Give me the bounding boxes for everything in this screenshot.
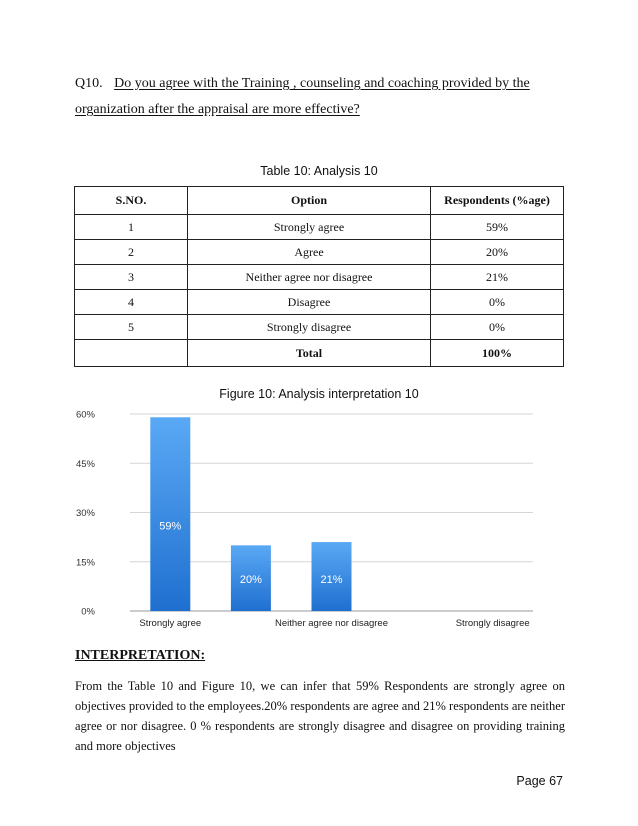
bar <box>150 417 190 611</box>
cell-option: Strongly agree <box>188 215 431 240</box>
y-tick-label: 15% <box>75 557 95 569</box>
question <box>75 71 565 123</box>
figure-caption: Figure 10: Analysis interpretation 10 <box>219 387 419 401</box>
cell-respondents: 59% <box>431 215 564 240</box>
cell-sno: 1 <box>75 215 188 240</box>
bar-value-label: 20% <box>239 574 262 586</box>
interpretation-text: From the Table 10 and Figure 10, we can infer that 59% Respondents are strongly agree on objectives provided to the employees.20% respondents are agree and 21% respondents are neither agree or nor disagree. 0 % respondents are strongly disagree and disagree on providing training and more objectives <box>75 679 565 753</box>
cell-respondents: 20% <box>431 240 564 265</box>
cell-total-label: Total <box>188 340 431 367</box>
analysis-table <box>74 186 564 367</box>
table-row <box>75 215 564 240</box>
cell-sno: 4 <box>75 290 188 315</box>
table-row <box>75 315 564 340</box>
cell-respondents: 0% <box>431 290 564 315</box>
interpretation-heading: INTERPRETATION: <box>75 648 206 663</box>
cell-respondents: 0% <box>431 315 564 340</box>
x-tick-label: Neither agree nor disagree <box>274 618 389 629</box>
header-sno: S.NO. <box>75 187 188 215</box>
y-tick-label: 30% <box>75 508 95 519</box>
y-tick-label: 60% <box>75 409 95 421</box>
table-row <box>75 290 564 315</box>
bar-chart <box>75 400 545 640</box>
table-row <box>75 240 564 265</box>
table-header-row <box>75 187 564 215</box>
cell-sno: 3 <box>75 265 188 290</box>
cell-option: Disagree <box>188 290 431 315</box>
header-option: Option <box>188 187 431 215</box>
page-number: Page 67 <box>516 774 563 788</box>
header-respondents: Respondents (%age) <box>431 187 564 215</box>
y-tick-label: 0% <box>81 606 95 618</box>
cell-option: Agree <box>188 240 431 265</box>
cell-sno: 2 <box>75 240 188 265</box>
y-tick-label: 45% <box>75 458 95 470</box>
cell-option: Strongly disagree <box>188 315 431 340</box>
cell-total-blank <box>75 340 188 367</box>
question-number: Q10. <box>75 76 103 91</box>
x-tick-label: Strongly agree <box>139 618 202 629</box>
table-row <box>75 265 564 290</box>
table-total-row <box>75 340 564 367</box>
cell-option: Neither agree nor disagree <box>188 265 431 290</box>
cell-sno: 5 <box>75 315 188 340</box>
cell-total-value: 100% <box>431 340 564 367</box>
bar-value-label: 59% <box>159 520 182 533</box>
x-tick-label: Strongly disagree <box>455 618 530 629</box>
question-text: Do you agree with the Training , counseling and coaching provided by the organization after the appraisal are more effective? <box>75 76 530 117</box>
cell-respondents: 21% <box>431 265 564 290</box>
table-caption: Table 10: Analysis 10 <box>260 164 378 178</box>
bar-value-label: 21% <box>320 574 343 586</box>
